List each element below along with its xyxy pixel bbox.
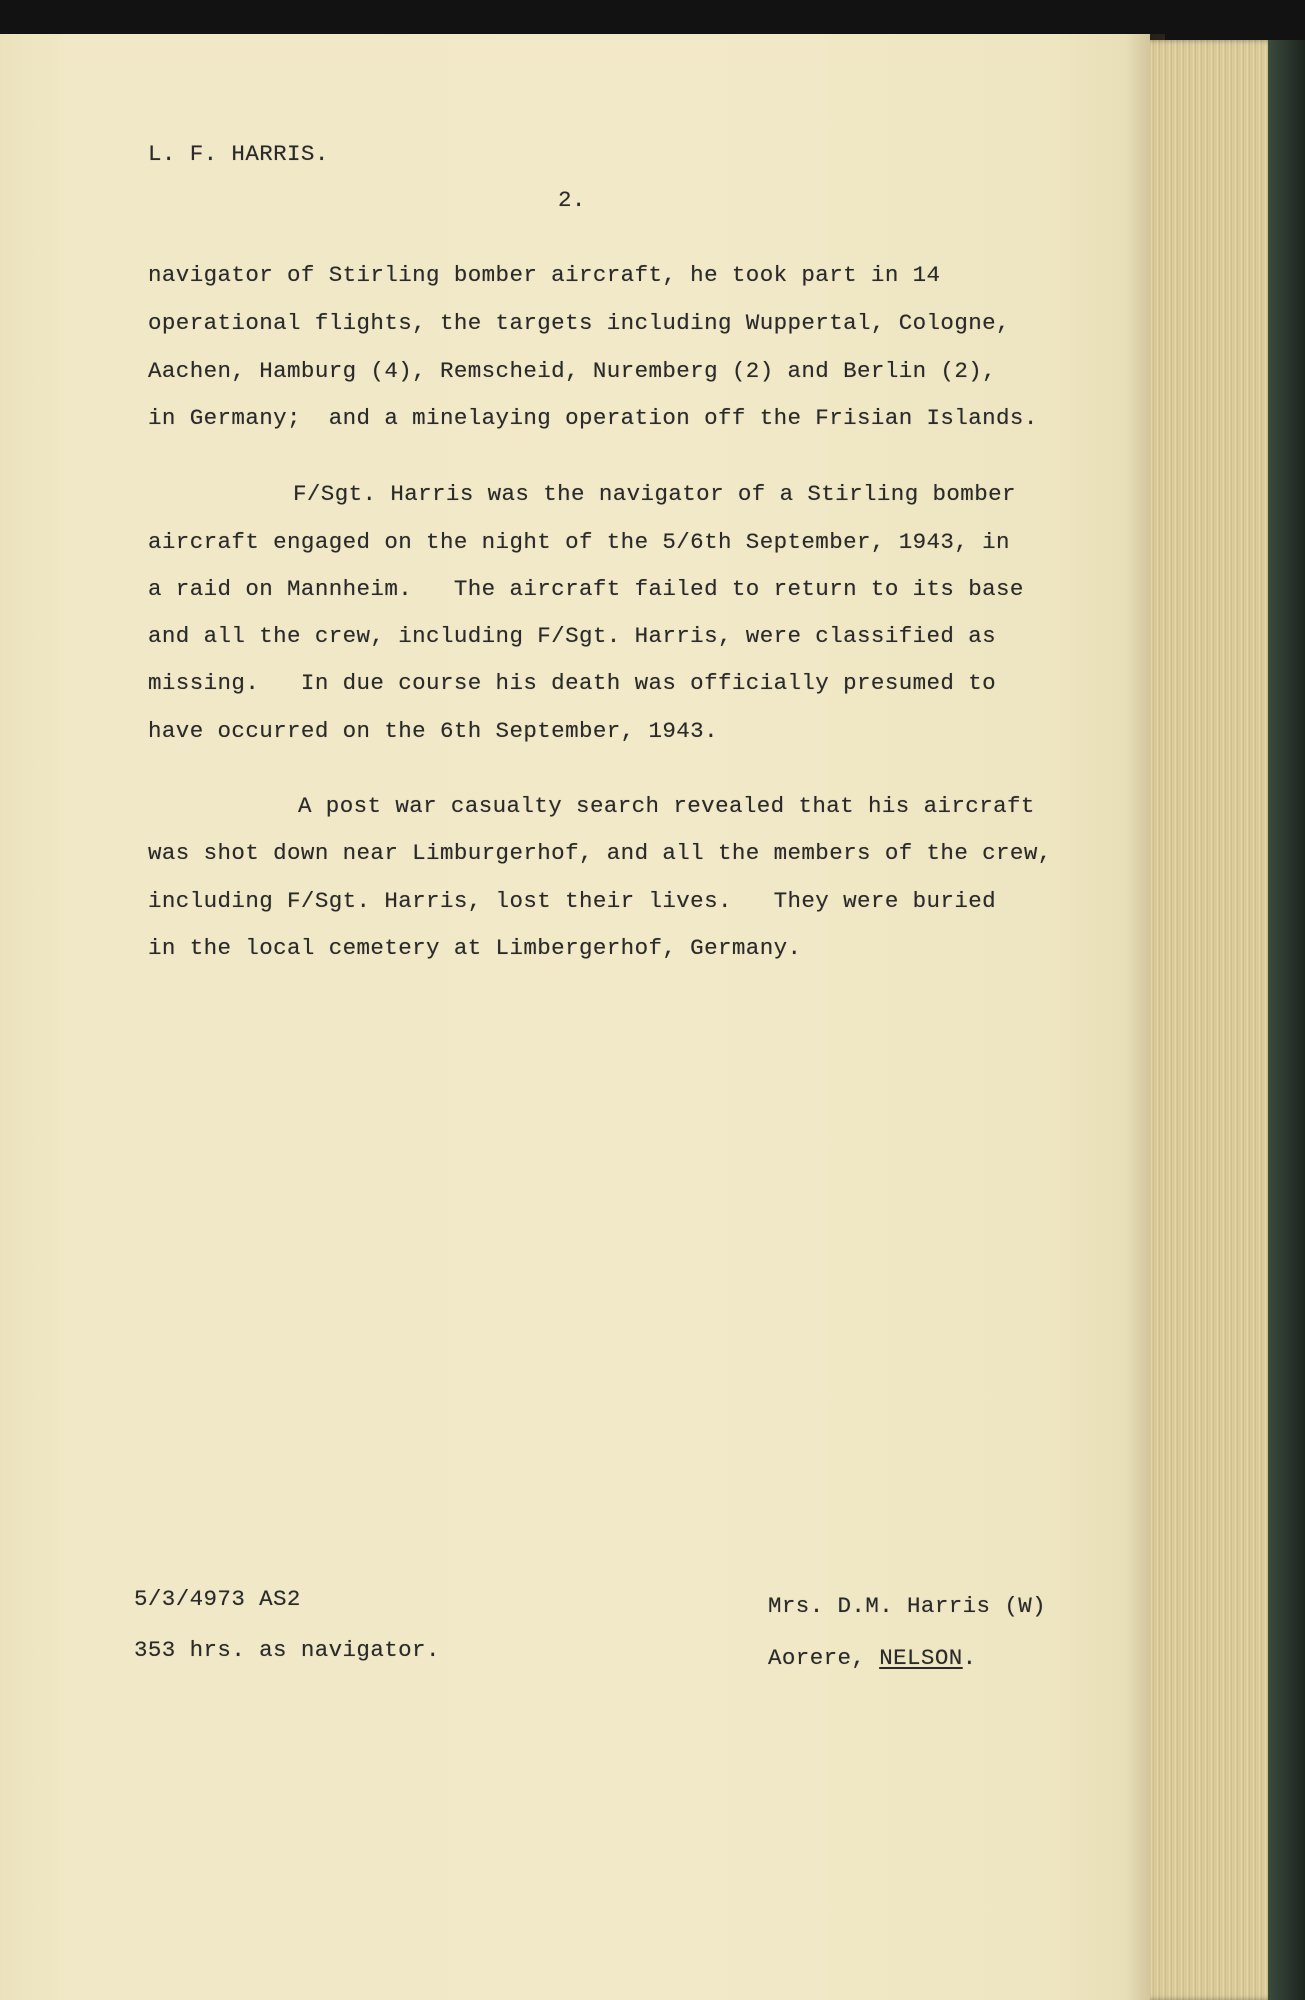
text-line: missing. In due course his death was officially presumed to bbox=[148, 670, 997, 696]
text-line: navigator of Stirling bomber aircraft, he took part in 14 bbox=[148, 262, 941, 288]
book-page-edges bbox=[1150, 40, 1278, 2000]
reference-number: 5/3/4973 AS2 bbox=[134, 1586, 301, 1612]
text-line: and all the crew, including F/Sgt. Harris, were classified as bbox=[148, 623, 997, 649]
page-number: 2. bbox=[558, 187, 586, 213]
text-line: including F/Sgt. Harris, lost their lives. They were buried bbox=[148, 888, 997, 914]
document-header-name: L. F. HARRIS. bbox=[148, 141, 329, 167]
text-line: in the local cemetery at Limbergerhof, Germany. bbox=[148, 935, 802, 961]
text-line: A post war casualty search revealed that his aircraft bbox=[298, 793, 1035, 819]
address-suffix: . bbox=[962, 1645, 977, 1671]
text-line: Aachen, Hamburg (4), Remscheid, Nuremberg (2) and Berlin (2), bbox=[148, 358, 997, 384]
text-line: operational flights, the targets including Wuppertal, Cologne, bbox=[148, 310, 1010, 336]
book-binding bbox=[1268, 40, 1305, 2000]
next-of-kin: Mrs. D.M. Harris (W) bbox=[768, 1593, 1047, 1619]
address-place: NELSON bbox=[879, 1645, 963, 1671]
flying-hours: 353 hrs. as navigator. bbox=[134, 1637, 440, 1663]
address-prefix: Aorere, bbox=[768, 1645, 880, 1671]
text-line: in Germany; and a minelaying operation off the Frisian Islands. bbox=[148, 405, 1038, 431]
text-line: aircraft engaged on the night of the 5/6th September, 1943, in bbox=[148, 529, 1010, 555]
next-of-kin-address bbox=[768, 1645, 977, 1671]
text-line: F/Sgt. Harris was the navigator of a Stirling bomber bbox=[293, 481, 1016, 507]
text-line: have occurred on the 6th September, 1943. bbox=[148, 718, 718, 744]
text-line: a raid on Mannheim. The aircraft failed to return to its base bbox=[148, 576, 1024, 602]
text-line: was shot down near Limburgerhof, and all the members of the crew, bbox=[148, 840, 1052, 866]
